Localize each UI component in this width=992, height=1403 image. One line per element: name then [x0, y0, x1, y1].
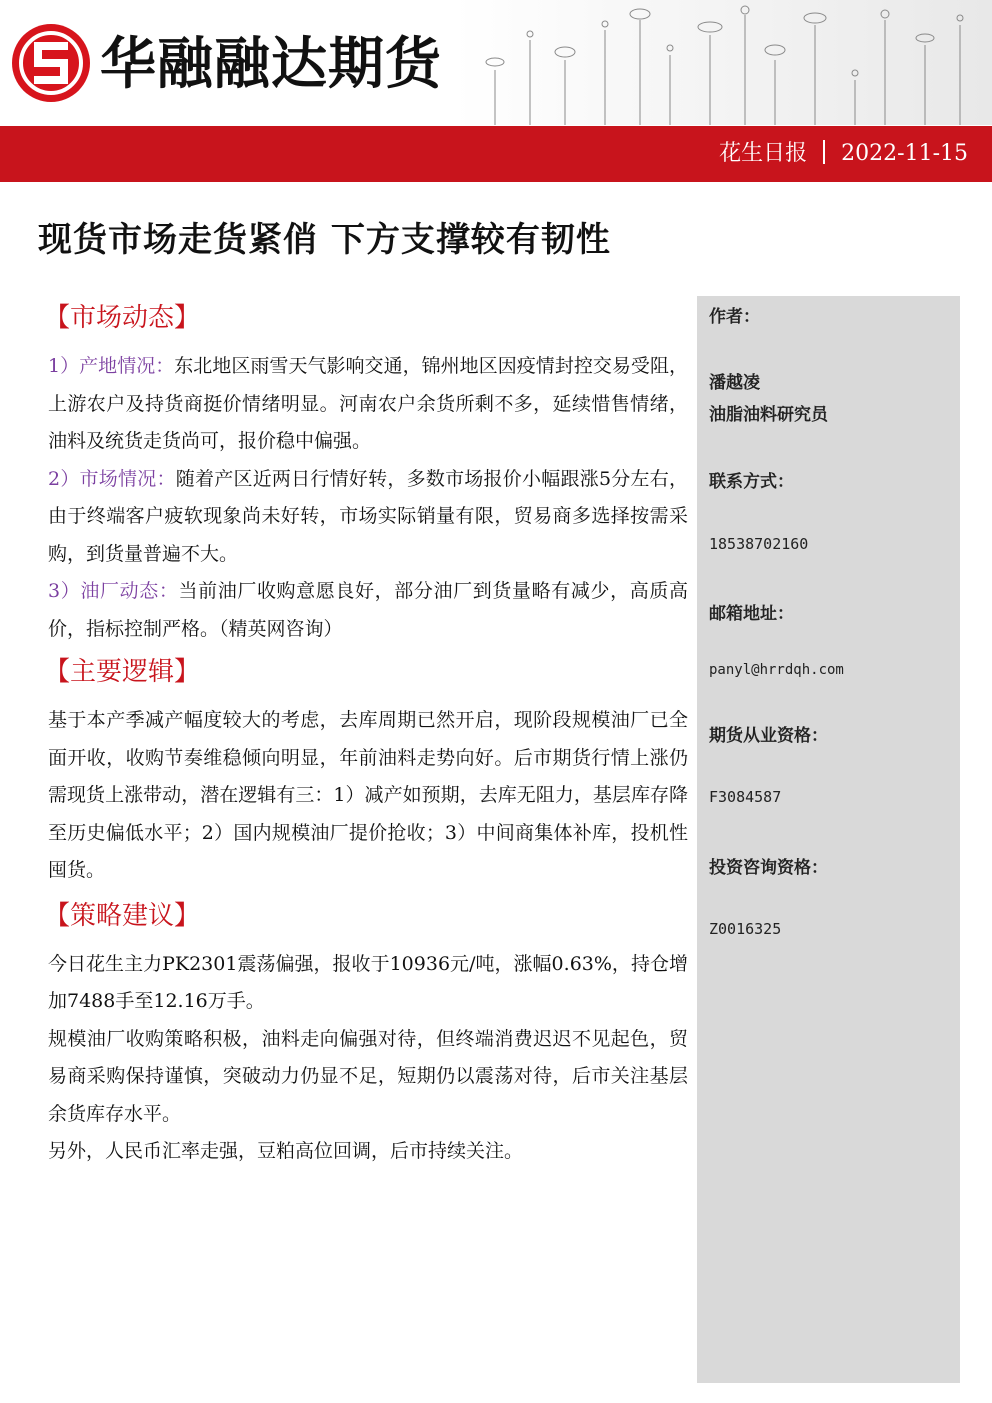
brand-name: 华融融达期货 — [100, 32, 442, 97]
report-type: 花生日报 — [719, 141, 808, 166]
company-logo-icon — [12, 24, 90, 102]
section-heading-logic: 【主要逻辑】 — [44, 657, 201, 687]
report-date: 2022-11-15 — [841, 141, 968, 166]
decorative-pattern — [455, 0, 992, 125]
market-item — [48, 348, 688, 461]
market-item-text: 随着产区近两日行情好转，多数市场报价小幅跟涨5分左右，由于终端客户疲软现象尚未好转，市场实际销量有限，贸易商多选择按需采购，到货量普遍不大。 — [48, 467, 688, 565]
phone-number: 18538702160 — [709, 535, 809, 553]
email-address[interactable]: panyl@hrrdqh.com — [709, 662, 844, 678]
report-title: 现货市场走货紧俏 下方支撑较有韧性 — [38, 220, 611, 260]
email-label: 邮箱地址： — [709, 604, 794, 624]
section-heading-market: 【市场动态】 — [44, 303, 201, 333]
market-item-label: 3）油厂动态： — [48, 580, 179, 602]
logic-paragraph: 基于本产季减产幅度较大的考虑，去库周期已然开启，现阶段规模油厂已全面开收，收购节奏维稳倾向明显，年前油料走势向好。后市期货行情上涨仍需现货上涨带动，潜在逻辑有三：1）减产如预期，去库无阻力，基层库存降至历史偏低水平；2）国内规模油厂提价抢收；3）中间商集体补库，投机性囤货。 — [48, 709, 688, 881]
banner-divider — [823, 140, 825, 164]
strategy-paragraph: 规模油厂收购策略积极，油料走向偏强对待，但终端消费迟迟不见起色，贸易商采购保持谨慎，突破动力仍显不足，短期仍以震荡对待，后市关注基层余货库存水平。 — [48, 1027, 688, 1125]
futures-qualification: F3084587 — [709, 788, 782, 806]
section-heading-strategy: 【策略建议】 — [44, 900, 201, 931]
market-item — [48, 573, 688, 648]
market-item — [48, 461, 688, 574]
investment-qualification-label: 投资咨询资格： — [709, 858, 828, 878]
futures-qualification-label: 期货从业资格： — [709, 726, 828, 746]
author-name: 潘越凌 — [709, 373, 760, 393]
author-title: 油脂油料研究员 — [709, 405, 828, 425]
market-item-text: 东北地区雨雪天气影响交通，锦州地区因疫情封控交易受阻，上游农户及持货商挺价情绪明显。河南农户余货所剩不多，延续惜售情绪，油料及统货走货尚可，报价稳中偏强。 — [48, 355, 688, 452]
page-header — [0, 0, 992, 125]
main-content — [44, 298, 688, 1171]
market-item-label: 2）市场情况： — [48, 467, 176, 490]
author-sidebar — [697, 296, 960, 1383]
investment-qualification: Z0016325 — [709, 920, 782, 938]
author-label: 作者： — [709, 307, 760, 327]
contact-label: 联系方式： — [709, 472, 794, 492]
market-item-label: 1）产地情况： — [48, 355, 175, 377]
report-banner-text — [719, 126, 968, 182]
strategy-paragraph: 另外，人民币汇率走强，豆粕高位回调，后市持续关注。 — [48, 1140, 524, 1162]
strategy-paragraph: 今日花生主力PK2301震荡偏强，报收于10936元/吨，涨幅0.63%，持仓增加7488手至12.16万手。 — [48, 952, 688, 1012]
market-item-text: 当前油厂收购意愿良好，部分油厂到货量略有减少，高质高价，指标控制严格。（精英网咨询） — [48, 580, 688, 640]
